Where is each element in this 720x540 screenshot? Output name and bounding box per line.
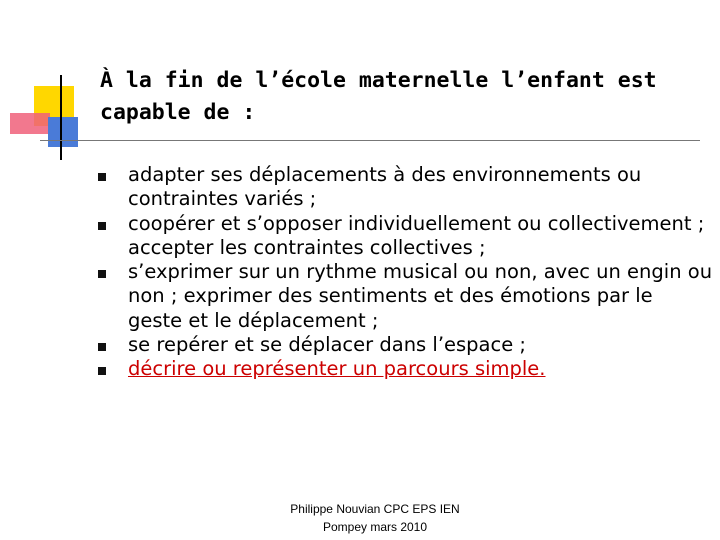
- decorative-blue-square: [48, 117, 78, 147]
- list-item-text: s’exprimer sur un rythme musical ou non, avec un engin ou non ; exprimer des sentiments et des émotions par le geste et le déplacement ;: [128, 260, 713, 332]
- square-bullet-icon: [98, 270, 106, 278]
- decorative-red-bar: [10, 113, 50, 134]
- footer-author: Philippe Nouvian CPC EPS IEN: [290, 502, 460, 516]
- list-item-text: se repérer et se déplacer dans l’espace ;: [128, 333, 526, 357]
- title-underline-divider: [40, 140, 700, 141]
- footer-place-date: Pompey mars 2010: [322, 520, 428, 534]
- square-bullet-icon: [98, 173, 106, 181]
- list-item: [98, 333, 713, 357]
- list-item: [98, 260, 713, 333]
- slide-footer: [260, 500, 490, 536]
- square-bullet-icon: [98, 343, 106, 351]
- bullet-list: [98, 163, 713, 382]
- slide-title: À la fin de l’école maternelle l’enfant est capable de :: [100, 68, 657, 125]
- list-item: [98, 212, 713, 261]
- square-bullet-icon: [98, 222, 106, 230]
- list-item-text: adapter ses déplacements à des environnements ou contraintes variés ;: [128, 163, 642, 211]
- list-item-link-text[interactable]: décrire ou représenter un parcours simple.: [128, 357, 546, 381]
- list-item: [98, 163, 713, 212]
- list-item-highlighted[interactable]: [98, 357, 713, 381]
- decorative-vertical-line: [60, 75, 62, 160]
- list-item-text: coopérer et s’opposer individuellement ou collectivement ; accepter les contraintes collectives ;: [128, 211, 705, 259]
- square-bullet-icon: [98, 367, 106, 375]
